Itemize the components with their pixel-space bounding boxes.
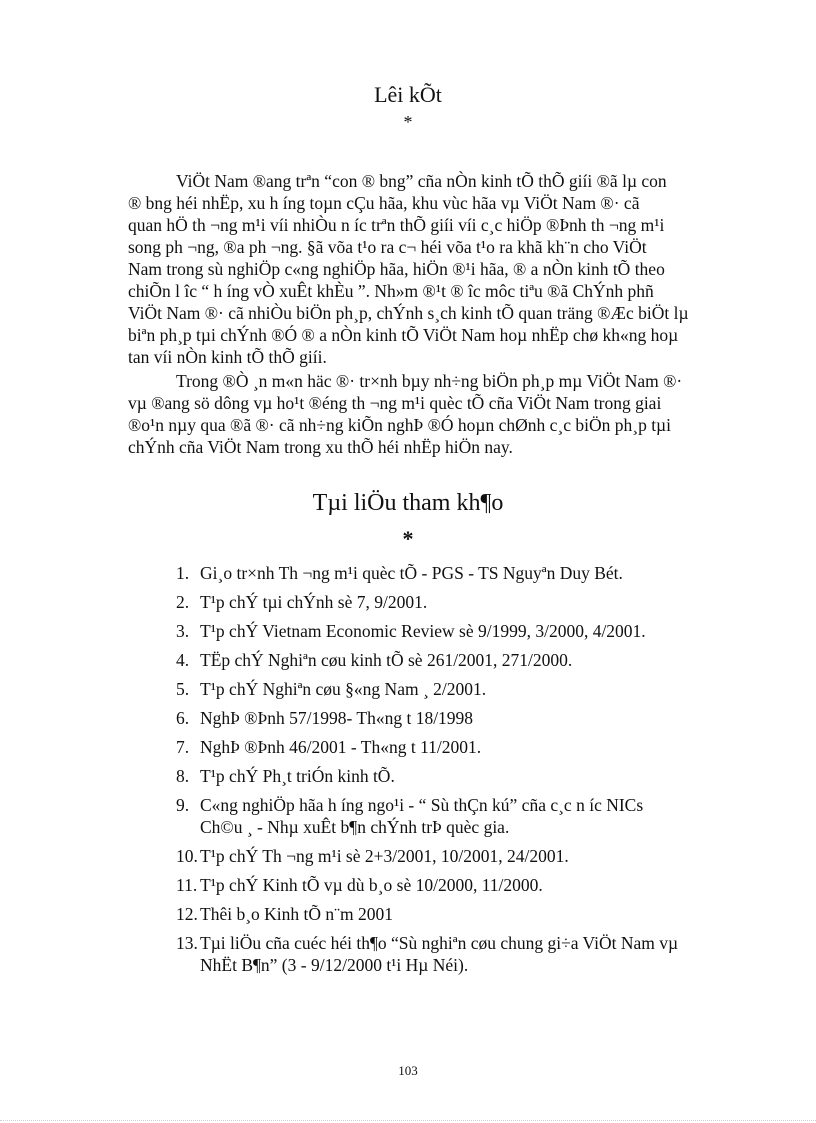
reference-text: T¹p chÝ Vietnam Economic Review sè 9/1999, 3/2000, 4/2001. xyxy=(200,621,646,641)
reference-number: 1. xyxy=(176,563,190,583)
paragraph-line: ® bng héi nhËp, xu h íng toµn cÇu hãa, khu vùc hãa vµ ViÖt Nam ®· cã xyxy=(128,193,640,213)
reference-text: T¹p chÝ Nghiªn cøu §«ng Nam ¸ 2/2001. xyxy=(200,679,487,699)
reference-number: 5. xyxy=(176,679,190,699)
reference-item xyxy=(176,678,776,700)
reference-item xyxy=(176,845,776,867)
reference-text: NghÞ ®Þnh 46/2001 - Th«ng t 11/2001. xyxy=(200,737,482,757)
reference-item xyxy=(176,620,776,642)
conclusion-marker: * xyxy=(403,112,413,132)
reference-item xyxy=(176,903,776,925)
reference-text: C«ng nghiÖp hãa h íng ngo¹i - “ Sù thÇn kú” cña c¸c n íc NICs xyxy=(200,795,644,815)
paragraph-line: chÝnh cña ViÖt Nam trong xu thÕ héi nhËp hiÖn nay. xyxy=(128,437,513,457)
reference-text: Gi¸o tr×nh Th ¬ng m¹i quèc tÕ - PGS - TS Nguyªn Duy Bét. xyxy=(200,563,623,583)
paragraph-line: song ph ¬ng, ®a ph ¬ng. §ã võa t¹o ra c¬ héi võa t¹o ra khã kh¨n cho ViÖt xyxy=(128,237,647,257)
conclusion-title: Lêi kÕt xyxy=(374,82,442,107)
reference-number: 12. xyxy=(176,904,198,924)
reference-number: 3. xyxy=(176,621,190,641)
reference-number: 4. xyxy=(176,650,190,670)
reference-item xyxy=(176,562,776,584)
paragraph-line: ®o¹n nµy qua ®ã ®· cã nh÷ng kiÕn nghÞ ®Ó hoµn chØnh c¸c biÖn ph¸p tµi xyxy=(128,415,671,435)
reference-text: NhËt B¶n” (3 - 9/12/2000 t¹i Hµ Néi). xyxy=(200,955,469,975)
reference-item xyxy=(176,794,776,838)
paragraph-line: chiÕn l îc “ h íng vÒ xuÊt khÈu ”. Nh»m ®¹t ® îc môc tiªu ®ã ChÝnh phñ xyxy=(128,281,654,301)
reference-text: T¹p chÝ Th ¬ng m¹i sè 2+3/2001, 10/2001, 24/2001. xyxy=(200,846,569,866)
reference-text: Thêi b¸o Kinh tÕ n¨m 2001 xyxy=(200,904,393,924)
reference-text: T¹p chÝ tµi chÝnh sè 7, 9/2001. xyxy=(200,592,428,612)
reference-item xyxy=(176,736,776,758)
references-title: Tµi liÖu tham kh¶o xyxy=(312,490,504,516)
paragraph-line: biªn ph¸p tµi chÝnh ®Ó ® a nÒn kinh tÕ ViÖt Nam hoµ nhËp chø kh«ng hoµ xyxy=(128,325,679,345)
references-list xyxy=(176,562,776,983)
paragraph-line: Nam trong sù nghiÖp c«ng nghiÖp hãa, hiÖn ®¹i hãa, ® a nÒn kinh tÕ theo xyxy=(128,259,665,279)
reference-item xyxy=(176,649,776,671)
reference-number: 7. xyxy=(176,737,190,757)
paragraph-line: tan víi nÒn kinh tÕ thÕ giíi. xyxy=(128,347,327,367)
page-number: 103 xyxy=(398,1063,418,1078)
page-bottom-rule xyxy=(0,1120,816,1121)
reference-number: 9. xyxy=(176,795,190,815)
reference-number: 6. xyxy=(176,708,190,728)
reference-number: 13. xyxy=(176,933,198,953)
paragraph-line: ViÖt Nam ®· cã nhiÒu biÖn ph¸p, chÝnh s¸ch kinh tÕ quan träng ®Æc biÖt lµ xyxy=(128,303,689,323)
reference-item xyxy=(176,765,776,787)
reference-text: T¹p chÝ Ph¸t triÓn kinh tÕ. xyxy=(200,766,395,786)
reference-number: 8. xyxy=(176,766,190,786)
paragraph-line: vµ ®ang sö dông vµ ho¹t ®éng th ¬ng m¹i quèc tÕ cña ViÖt Nam trong giai xyxy=(128,393,662,413)
paragraph-line: quan hÖ th ¬ng m¹i víi nhiÒu n íc trªn thÕ giíi víi c¸c hiÖp ®Þnh th ¬ng m¹i xyxy=(128,215,665,235)
conclusion-paragraph-1 xyxy=(128,170,748,368)
reference-text: TËp chÝ Nghiªn cøu kinh tÕ sè 261/2001, 271/2000. xyxy=(200,650,573,670)
reference-text: NghÞ ®Þnh 57/1998- Th«ng t 18/1998 xyxy=(200,708,474,728)
reference-text: T¹p chÝ Kinh tÕ vµ dù b¸o sè 10/2000, 11/2000. xyxy=(200,875,543,895)
reference-text: Ch©u ¸ - Nhµ xuÊt b¶n chÝnh trÞ quèc gia. xyxy=(200,817,510,837)
references-marker: * xyxy=(402,526,414,551)
reference-number: 11. xyxy=(176,875,198,895)
reference-number: 2. xyxy=(176,592,190,612)
reference-text: Tµi liÖu cña cuéc héi th¶o “Sù nghiªn cøu chung gi÷a ViÖt Nam vµ xyxy=(200,933,679,953)
conclusion-paragraph-2 xyxy=(128,370,748,458)
reference-item xyxy=(176,932,776,976)
paragraph-line: Trong ®Ò ¸n m«n häc ®· tr×nh bµy nh÷ng biÖn ph¸p mµ ViÖt Nam ®· xyxy=(176,371,683,391)
reference-item xyxy=(176,707,776,729)
reference-item xyxy=(176,591,776,613)
paragraph-line: ViÖt Nam ®ang trªn “con ® bng” cña nÒn kinh tÕ thÕ giíi ®ã lµ con xyxy=(176,171,667,191)
reference-item xyxy=(176,874,776,896)
reference-number: 10. xyxy=(176,846,198,866)
